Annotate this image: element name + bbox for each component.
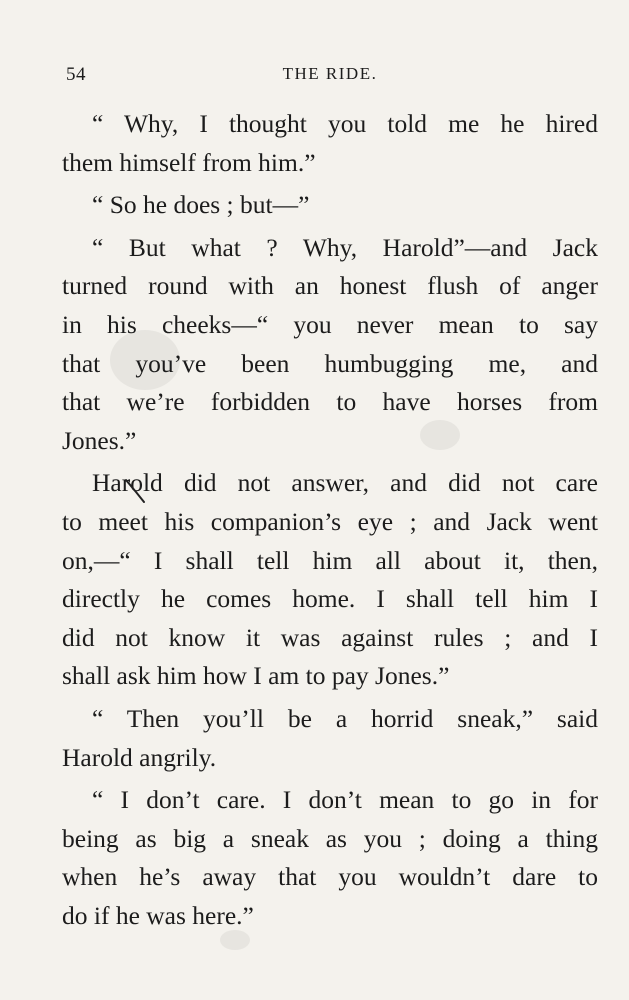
body-text [62, 105, 598, 935]
text-line: on,—“ I shall tell him all about it, then, [62, 545, 598, 575]
running-head: THE RIDE. [282, 64, 378, 83]
text-line: “ Why, I thought you told me he hired [92, 109, 598, 138]
text-line: shall ask him how I am to pay Jones.” [62, 661, 450, 691]
text-line: “ But what ? Why, Harold”—and Jack [92, 232, 598, 262]
pencil-mark [124, 478, 148, 504]
text-line: did not know it was against rules ; and I [62, 622, 598, 652]
text-line: Harold did not answer, and did not care [92, 468, 598, 498]
text-line: being as big a sneak as you ; doing a thing [62, 823, 598, 853]
text-line: do if he was here.” [62, 900, 254, 930]
text-line: turned round with an honest flush of anger [62, 271, 598, 301]
text-line: “ Then you’ll be a horrid sneak,” said [92, 703, 598, 733]
text-line: that you’ve been humbugging me, and [62, 348, 598, 378]
text-line: Jones.” [62, 425, 137, 455]
text-line: “ So he does ; but—” [92, 190, 310, 220]
page-header [62, 58, 598, 88]
text-line: them himself from him.” [62, 147, 316, 177]
text-line: Harold angrily. [62, 742, 217, 772]
text-line: that we’re forbidden to have horses from [62, 387, 598, 417]
text-line: “ I don’t care. I don’t mean to go in for [92, 785, 598, 815]
text-line: to meet his companion’s eye ; and Jack went [62, 506, 598, 536]
text-line: directly he comes home. I shall tell him I [62, 584, 598, 614]
text-line: in his cheeks—“ you never mean to say [62, 309, 598, 339]
text-line: when he’s away that you wouldn’t dare to [62, 862, 598, 892]
page-number: 54 [66, 64, 86, 85]
